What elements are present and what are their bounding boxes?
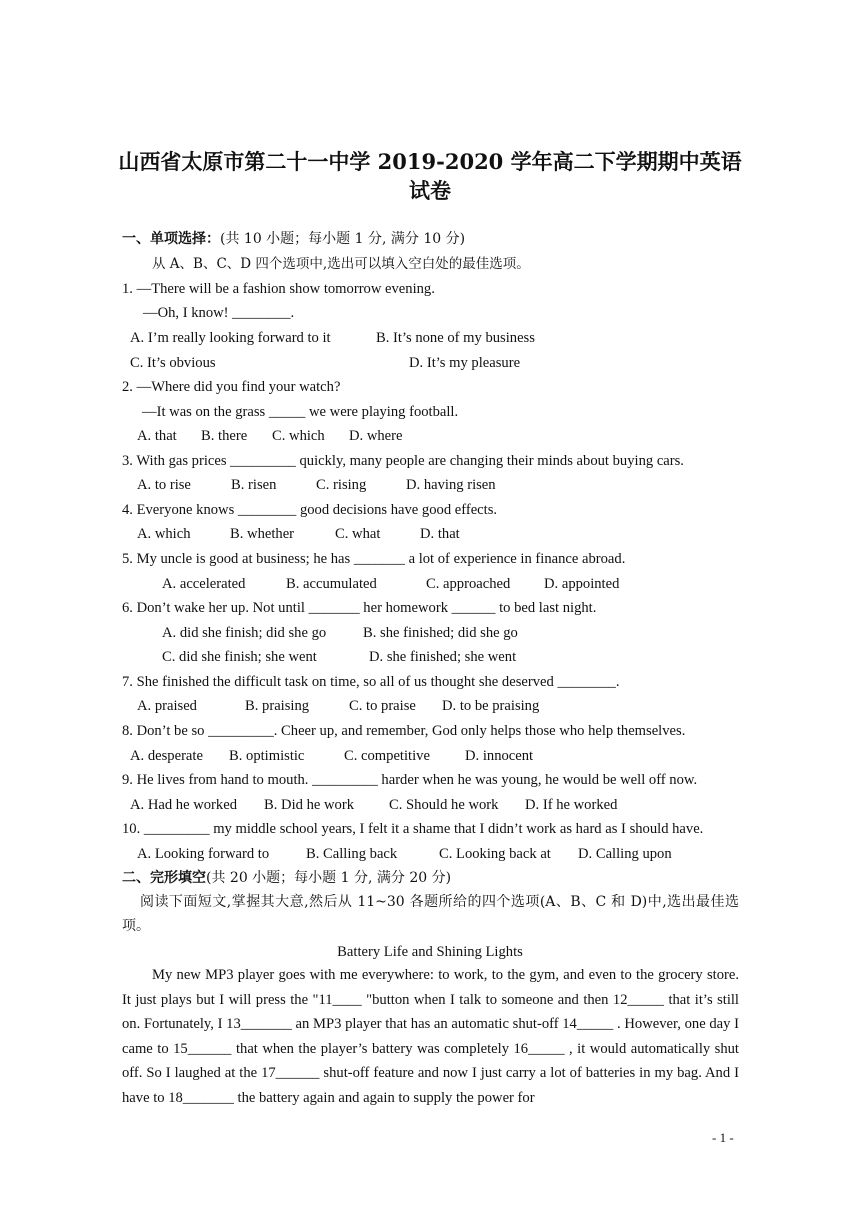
question-2-option-b: B. there <box>201 428 248 444</box>
question-5-option-b: B. accumulated <box>286 576 377 592</box>
question-9-option-a: A. Had he worked <box>130 797 237 813</box>
question-9-option-c: C. Should he work <box>389 797 499 813</box>
question-6-option-b: B. she finished; did she go <box>363 625 518 641</box>
question-3-option-a: A. to rise <box>137 477 191 493</box>
section-one-detail: (共 10 小题；每小题 1 分, 满分 10 分) <box>220 231 466 247</box>
question-3-option-b: B. risen <box>231 477 277 493</box>
section-one-instruction: 从 A、B、C、D 四个选项中,选出可以填入空白处的最佳选项。 <box>152 256 530 272</box>
question-4-option-b: B. whether <box>230 526 295 542</box>
question-6-stem: 6. Don’t wake her up. Not until _______ her homework ______ to bed last night. <box>122 600 597 616</box>
passage-title: Battery Life and Shining Lights <box>337 944 523 960</box>
question-5-option-c: C. approached <box>426 576 511 592</box>
question-10-option-a: A. Looking forward to <box>137 846 270 862</box>
question-7-option-b: B. praising <box>245 698 310 714</box>
question-3-option-d: D. having risen <box>406 477 496 493</box>
passage-body: My new MP3 player goes with me everywhere: to work, to the gym, and even to the grocery store. It just plays but I will press the "11____ "button when I talk to someone and then 12_____ that it’s still on. Fortunately, I 13_______ an MP3 player that has an automatic shut-off 14_____ . However, one day I came to 15______ that when the player’s battery was completely 16_____ , it would automatically shut off. So I laughed at the 17______ shut-off feature and now I just carry a lot of batteries in my bag. And I have to 18_______ the battery again and again to supply the power for <box>122 967 739 1106</box>
question-1-option-d: D. It’s my pleasure <box>409 355 521 371</box>
question-10-option-c: C. Looking back at <box>439 846 551 862</box>
section-two-detail: (共 20 小题；每小题 1 分, 满分 20 分) <box>206 870 452 886</box>
question-9-option-b: B. Did he work <box>264 797 354 813</box>
question-10-stem: 10. _________ my middle school years, I felt it a shame that I didn’t work as hard as I should have. <box>122 821 704 837</box>
question-8-option-c: C. competitive <box>344 748 430 764</box>
question-2-option-a: A. that <box>137 428 177 444</box>
question-7-stem: 7. She finished the difficult task on time, so all of us thought she deserved ________. <box>122 674 620 690</box>
question-6-option-d: D. she finished; she went <box>369 649 517 665</box>
question-6-option-c: C. did she finish; she went <box>162 649 317 665</box>
question-3-option-c: C. rising <box>316 477 367 493</box>
question-5-option-a: A. accelerated <box>162 576 246 592</box>
question-8-option-d: D. innocent <box>465 748 534 764</box>
question-8-option-b: B. optimistic <box>229 748 305 764</box>
page-number: - 1 - <box>712 1130 734 1145</box>
section-one-header <box>122 230 465 248</box>
document-title: 山西省太原市第二十一中学 2019-2020 学年高二下学期期中英语 <box>118 149 742 174</box>
question-4-option-a: A. which <box>137 526 191 542</box>
question-10-option-d: D. Calling upon <box>578 846 672 862</box>
section-two-heading: 二、完形填空 <box>122 870 206 886</box>
question-1-option-a: A. I’m really looking forward to it <box>130 330 331 346</box>
question-5-stem: 5. My uncle is good at business; he has _______ a lot of experience in finance abroad. <box>122 551 626 567</box>
question-4-option-d: D. that <box>420 526 460 542</box>
question-7-option-a: A. praised <box>137 698 197 714</box>
question-9-option-d: D. If he worked <box>525 797 618 813</box>
question-2-stem: 2. —Where did you find your watch? <box>122 379 341 395</box>
question-2-reply: —It was on the grass _____ we were playing football. <box>142 404 459 420</box>
question-1-reply: —Oh, I know! ________. <box>143 305 295 321</box>
question-2-option-d: D. where <box>349 428 403 444</box>
question-5-option-d: D. appointed <box>544 576 620 592</box>
question-2-option-c: C. which <box>272 428 325 444</box>
question-7-option-d: D. to be praising <box>442 698 540 714</box>
question-10-option-b: B. Calling back <box>306 846 398 862</box>
question-9-stem: 9. He lives from hand to mouth. _________ harder when he was young, he would be well off now. <box>122 772 698 788</box>
question-6-option-a: A. did she finish; did she go <box>162 625 327 641</box>
section-two-header <box>122 869 451 887</box>
question-4-option-c: C. what <box>335 526 381 542</box>
question-1-option-b: B. It’s none of my business <box>376 330 535 346</box>
section-two-instruction: 阅读下面短文,掌握其大意,然后从 11~30 各题所给的四个选项(A、B、C 和 D)中,选出最佳选项。 <box>122 894 739 934</box>
question-7-option-c: C. to praise <box>349 698 416 714</box>
question-1-stem: 1. —There will be a fashion show tomorrow evening. <box>122 281 435 297</box>
section-one-heading: 一、单项选择： <box>122 231 220 247</box>
question-3-stem: 3. With gas prices _________ quickly, many people are changing their minds about buying cars. <box>122 453 684 469</box>
document-title-continued: 试卷 <box>409 178 451 203</box>
question-1-option-c: C. It’s obvious <box>130 355 216 371</box>
question-8-stem: 8. Don’t be so _________. Cheer up, and remember, God only helps those who help themselves. <box>122 723 686 739</box>
question-8-option-a: A. desperate <box>130 748 203 764</box>
question-4-stem: 4. Everyone knows ________ good decisions have good effects. <box>122 502 498 518</box>
